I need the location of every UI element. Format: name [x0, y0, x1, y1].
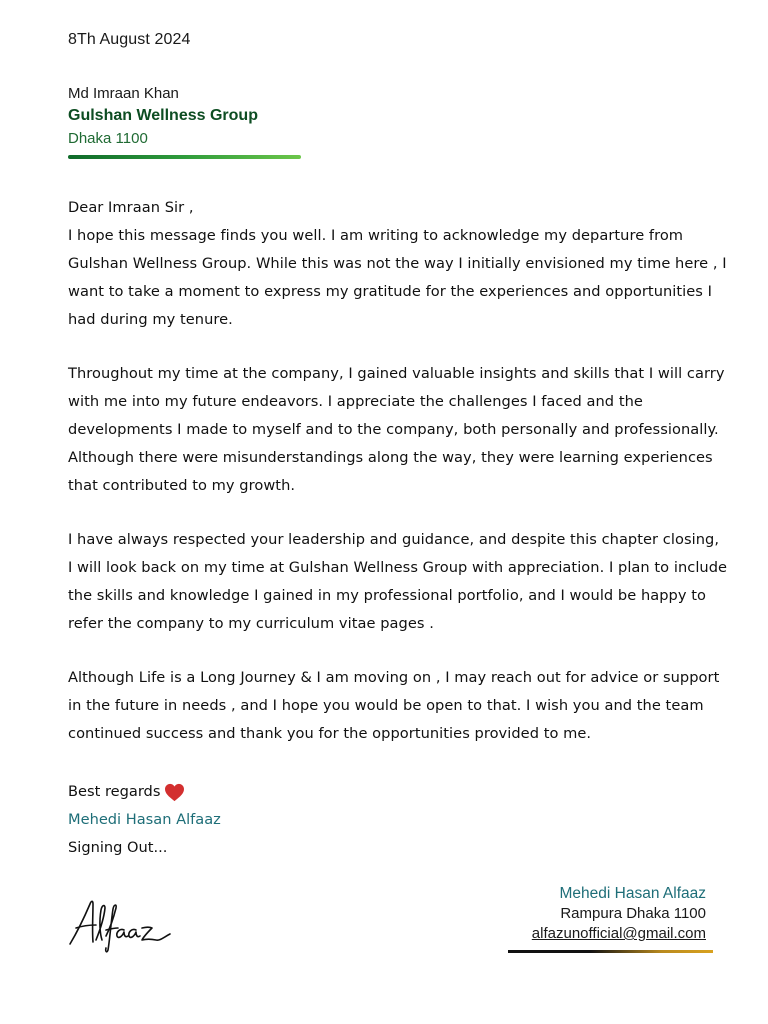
recipient-name: Md Imraan Khan: [68, 85, 179, 102]
recipient-city: Dhaka 1100: [68, 130, 148, 147]
contact-email-link[interactable]: alfazunofficial@gmail.com: [531, 925, 706, 942]
paragraph-2: Throughout my time at the company, I gained valuable insights and skills that I will carry with me into my future endeavors. I appreciate the challenges I faced and the developments I made to myself and to the company, both personally and professionally. Although there were misunderstandings along the way, they were learning experiences that contributed to my growth.: [68, 365, 725, 494]
recipient-block: [68, 84, 258, 151]
paragraph-4: Although Life is a Long Journey & I am moving on , I may reach out for advice or support in the future in needs , and I hope you would be open to that. I wish you and the team continued success and thank you for the opportunities provided to me.: [68, 669, 720, 742]
closing-regards-line: [68, 778, 221, 806]
header-divider: [68, 155, 301, 159]
letter-date: 8Th August 2024: [68, 31, 191, 48]
contact-address: Rampura Dhaka 1100: [560, 905, 706, 922]
paragraph-3: I have always respected your leadership and guidance, and despite this chapter closing, I will look back on my time at Gulshan Wellness Group with appreciation. I plan to include the skills and knowledge I gained in my professional portfolio, and I would be happy to refer the company to my curriculum vitae pages .: [68, 531, 728, 632]
letter-body: [68, 194, 728, 748]
recipient-organization: Gulshan Wellness Group: [68, 107, 258, 124]
contact-name: Mehedi Hasan Alfaaz: [559, 885, 706, 902]
sender-contact-block: [532, 884, 706, 944]
footer-divider: [508, 950, 713, 953]
closing-sign-off: Signing Out...: [68, 839, 168, 856]
heart-icon: [164, 783, 185, 802]
closing-sender-name: Mehedi Hasan Alfaaz: [68, 811, 221, 828]
closing-block: [68, 778, 221, 862]
salutation: Dear Imraan Sir ,: [68, 199, 194, 216]
closing-regards: Best regards: [68, 783, 161, 800]
handwritten-signature: [66, 890, 178, 954]
paragraph-1: I hope this message finds you well. I am writing to acknowledge my departure from Gulshan Wellness Group. While this was not the way I initially envisioned my time here , I want to take a moment to express my gratitude for the experiences and opportunities I had during my tenure.: [68, 227, 727, 328]
